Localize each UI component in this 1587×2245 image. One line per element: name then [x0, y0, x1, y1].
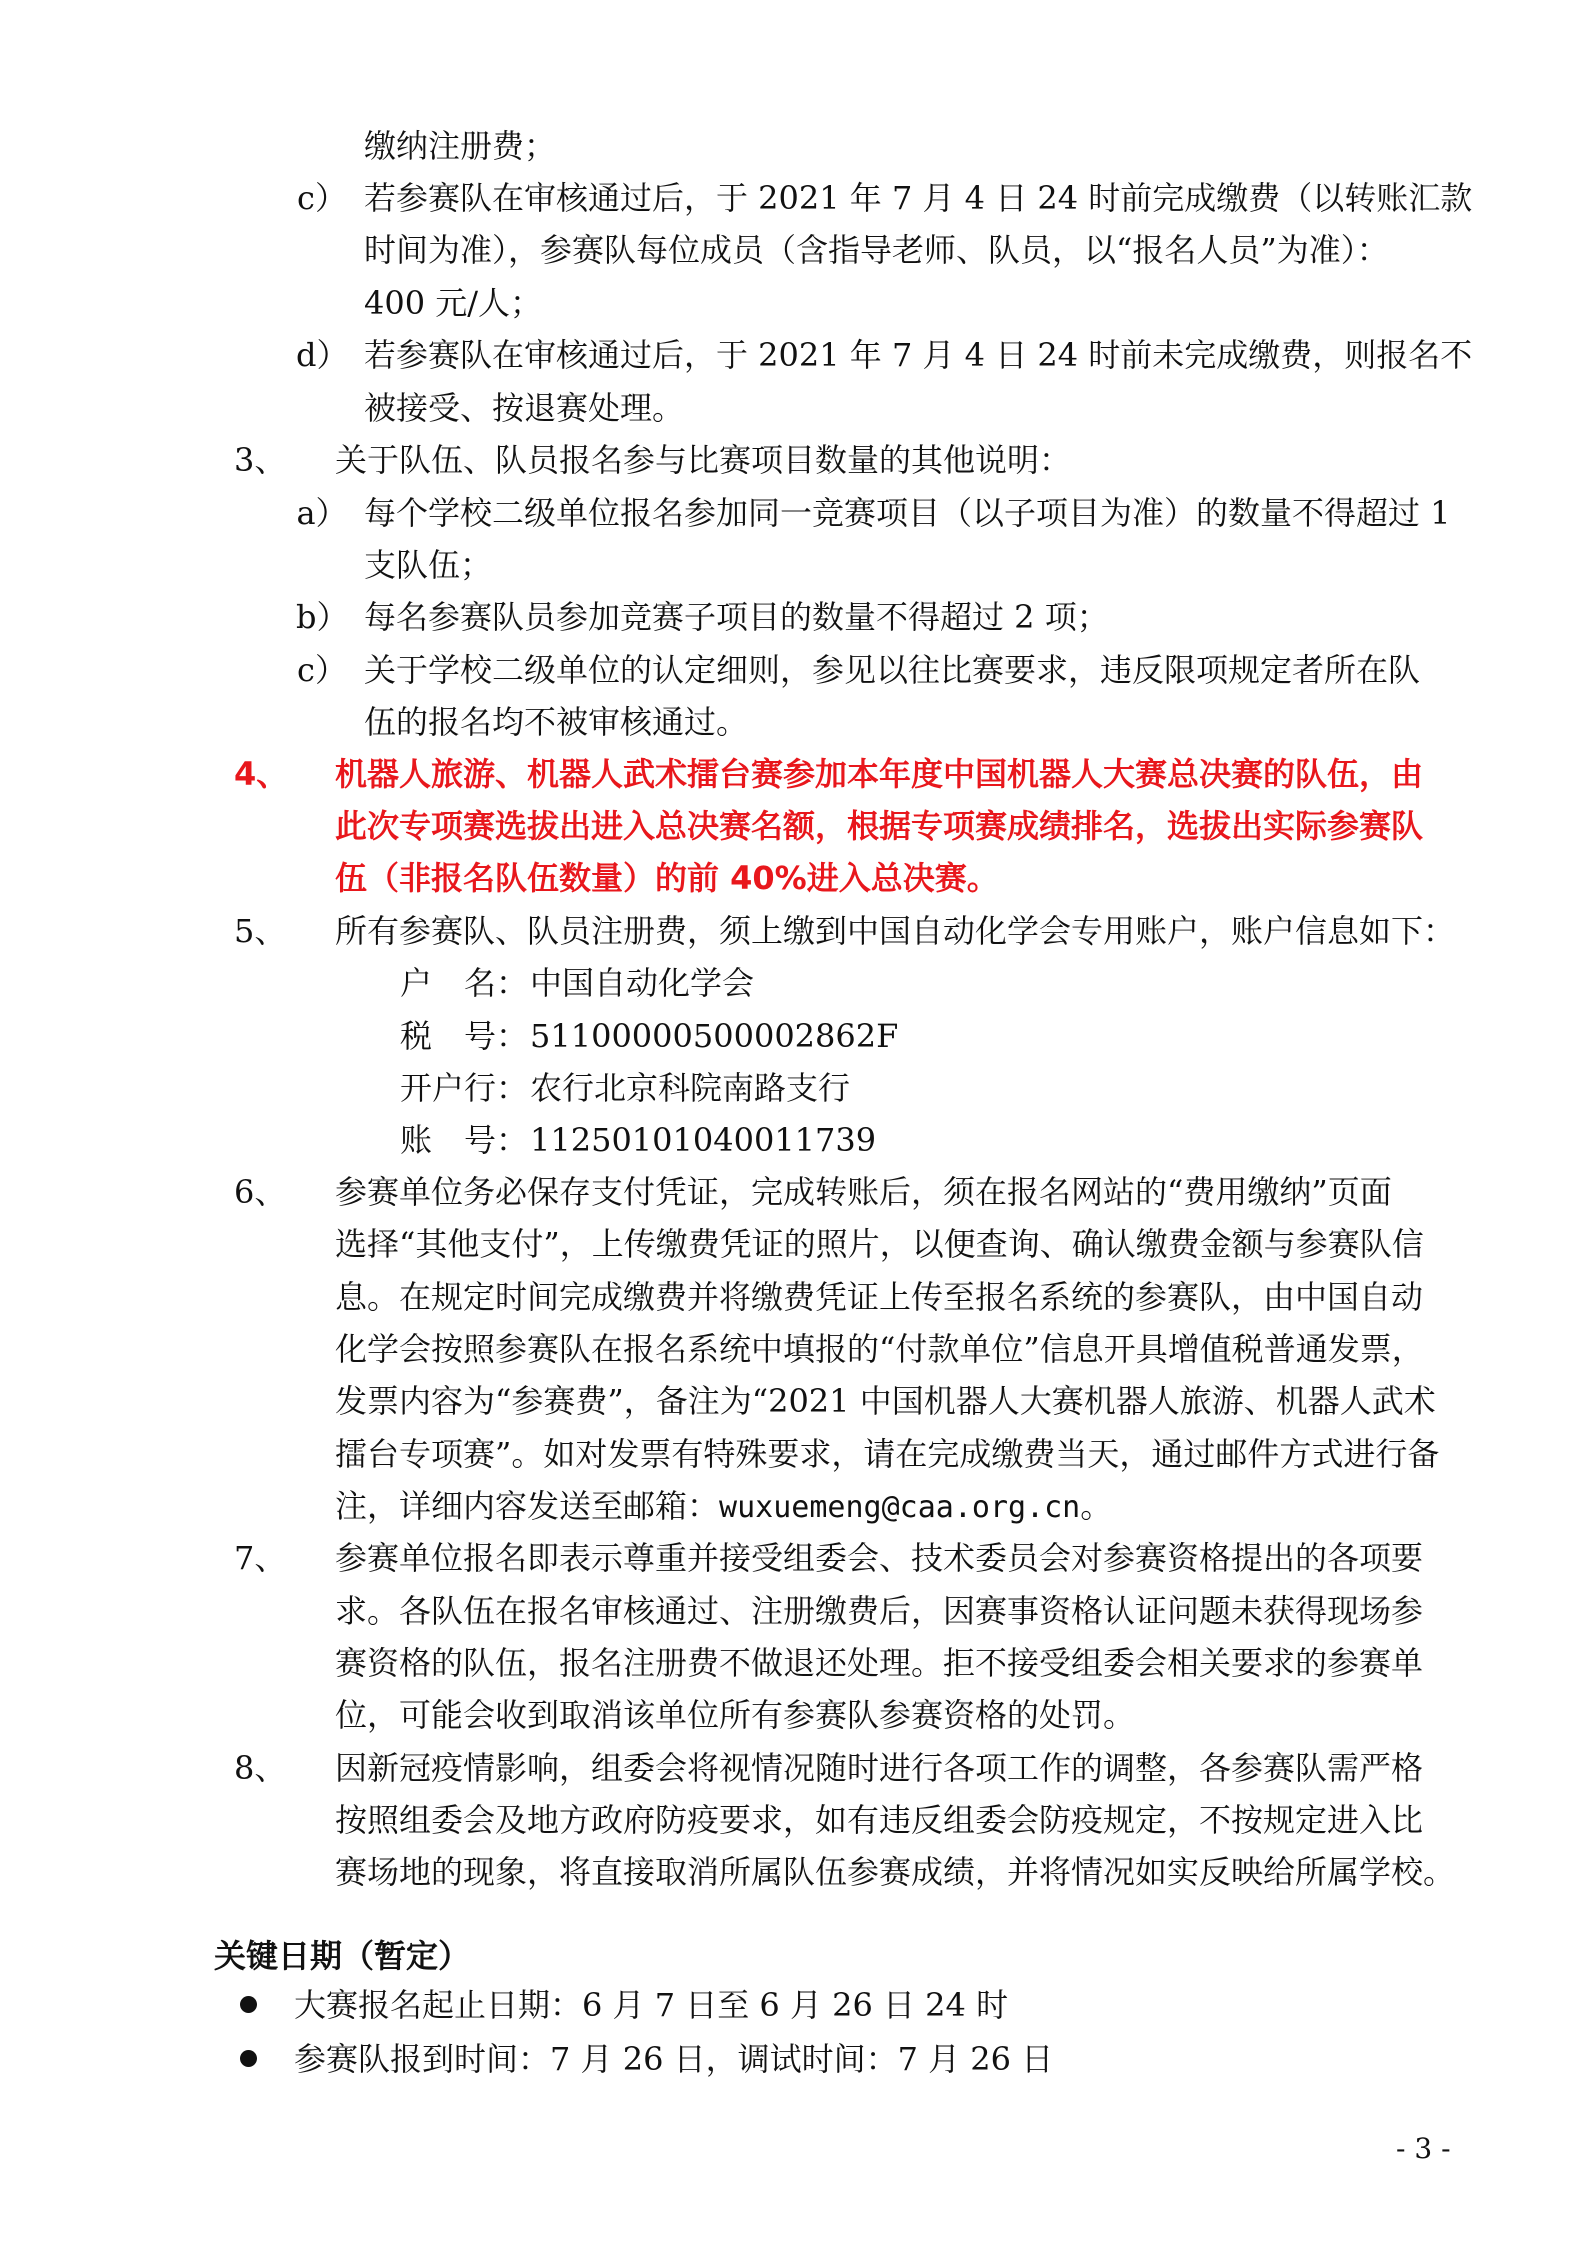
- item2-c-line3: 400 元/人；: [364, 284, 543, 322]
- item6-line4: 化学会按照参赛队在报名系统中填报的“付款单位”信息开具增值税普通发票，: [335, 1330, 1424, 1368]
- item6-line1: 参赛单位务必保存支付凭证，完成转账后，须在报名网站的“费用缴纳”页面: [335, 1173, 1392, 1211]
- account-name-label: 户 名：: [400, 964, 529, 1002]
- item3-a-line2: 支队伍；: [364, 546, 493, 584]
- contact-email[interactable]: wuxuemeng@caa.org.cn: [719, 1490, 1081, 1525]
- item4-line2: 此次专项赛选拔出进入总决赛名额，根据专项赛成绩排名，选拔出实际参赛队: [335, 807, 1424, 845]
- item3-title: 关于队伍、队员报名参与比赛项目数量的其他说明：: [335, 441, 1072, 479]
- key-date-item-2: 参赛队报到时间：7 月 26 日，调试时间：7 月 26 日: [294, 2040, 1054, 2078]
- item6-number: 6、: [234, 1173, 287, 1211]
- item3-c-line1: 关于学校二级单位的认定细则，参见以往比赛要求，违反限项规定者所在队: [364, 651, 1421, 689]
- item8-line2: 按照组委会及地方政府防疫要求，如有违反组委会防疫规定，不按规定进入比: [335, 1801, 1424, 1839]
- item6-line7-prefix: 注，详细内容发送至邮箱：: [335, 1487, 720, 1525]
- item7-line3: 赛资格的队伍，报名注册费不做退还处理。拒不接受组委会相关要求的参赛单: [335, 1644, 1424, 1682]
- key-date-item-1: 大赛报名起止日期：6 月 7 日至 6 月 26 日 24 时: [294, 1986, 1009, 2024]
- item2-c-line1: 若参赛队在审核通过后，于 2021 年 7 月 4 日 24 时前完成缴费（以转账汇款: [364, 179, 1473, 217]
- item3-b-line1: 每名参赛队员参加竞赛子项目的数量不得超过 2 项；: [364, 598, 1109, 636]
- item6-line2: 选择“其他支付”，上传缴费凭证的照片，以便查询、确认缴费金额与参赛队信: [335, 1225, 1424, 1263]
- bullet-icon: [240, 2050, 257, 2067]
- account-number: 11250101040011739: [530, 1121, 877, 1159]
- item2-d-line2: 被接受、按退赛处理。: [364, 389, 685, 427]
- item3-a-line1: 每个学校二级单位报名参加同一竞赛项目（以子项目为准）的数量不得超过 1: [364, 494, 1451, 532]
- item5-number: 5、: [234, 912, 287, 950]
- item6-line7-suffix: 。: [1080, 1487, 1113, 1525]
- item6-line6: 擂台专项赛”。如对发票有特殊要求，请在完成缴费当天，通过邮件方式进行备: [335, 1435, 1440, 1473]
- item3-b-label: b）: [296, 598, 349, 636]
- item8-number: 8、: [234, 1749, 287, 1787]
- item3-c-label: c）: [297, 651, 347, 689]
- key-dates-heading: 关键日期（暂定）: [214, 1937, 471, 1975]
- item6-line5: 发票内容为“参赛费”，备注为“2021 中国机器人大赛机器人旅游、机器人武术: [335, 1382, 1436, 1420]
- account-number-label: 账 号：: [400, 1121, 529, 1159]
- page-number: - 3 -: [1396, 2132, 1451, 2165]
- bank-label: 开户行：: [400, 1069, 529, 1107]
- item3-a-label: a）: [296, 494, 348, 532]
- item6-line3: 息。在规定时间完成缴费并将缴费凭证上传至报名系统的参赛队，由中国自动: [335, 1278, 1424, 1316]
- tax-id-label: 税 号：: [400, 1017, 529, 1055]
- item5-line1: 所有参赛队、队员注册费，须上缴到中国自动化学会专用账户，账户信息如下：: [335, 912, 1456, 950]
- tax-id: 51100000500002862F: [530, 1017, 899, 1055]
- item7-line4: 位，可能会收到取消该单位所有参赛队参赛资格的处罚。: [335, 1696, 1136, 1734]
- item4-number: 4、: [234, 755, 289, 793]
- item2-d-label: d）: [296, 336, 349, 374]
- item8-line1: 因新冠疫情影响，组委会将视情况随时进行各项工作的调整，各参赛队需严格: [335, 1749, 1424, 1787]
- item8-line3: 赛场地的现象，将直接取消所属队伍参赛成绩，并将情况如实反映给所属学校。: [335, 1853, 1456, 1891]
- bank-name: 农行北京科院南路支行: [530, 1069, 851, 1107]
- item2-c-label: c）: [297, 179, 347, 217]
- item4-line3: 伍（非报名队伍数量）的前 40%进入总决赛。: [335, 859, 999, 897]
- item2-b-continuation: 缴纳注册费；: [364, 127, 557, 165]
- bullet-icon: [240, 1996, 257, 2013]
- item2-d-line1: 若参赛队在审核通过后，于 2021 年 7 月 4 日 24 时前未完成缴费，则报名不: [364, 336, 1473, 374]
- item3-c-line2: 伍的报名均不被审核通过。: [364, 703, 749, 741]
- item4-line1: 机器人旅游、机器人武术擂台赛参加本年度中国机器人大赛总决赛的队伍，由: [335, 755, 1424, 793]
- item7-line2: 求。各队伍在报名审核通过、注册缴费后，因赛事资格认证问题未获得现场参: [335, 1592, 1424, 1630]
- item7-line1: 参赛单位报名即表示尊重并接受组委会、技术委员会对参赛资格提出的各项要: [335, 1539, 1424, 1577]
- item2-c-line2: 时间为准），参赛队每位成员（含指导老师、队员，以“报名人员”为准）：: [364, 231, 1389, 269]
- item3-number: 3、: [234, 441, 287, 479]
- item6-line7: [335, 1487, 1113, 1525]
- item7-number: 7、: [234, 1539, 287, 1577]
- account-name: 中国自动化学会: [530, 964, 755, 1002]
